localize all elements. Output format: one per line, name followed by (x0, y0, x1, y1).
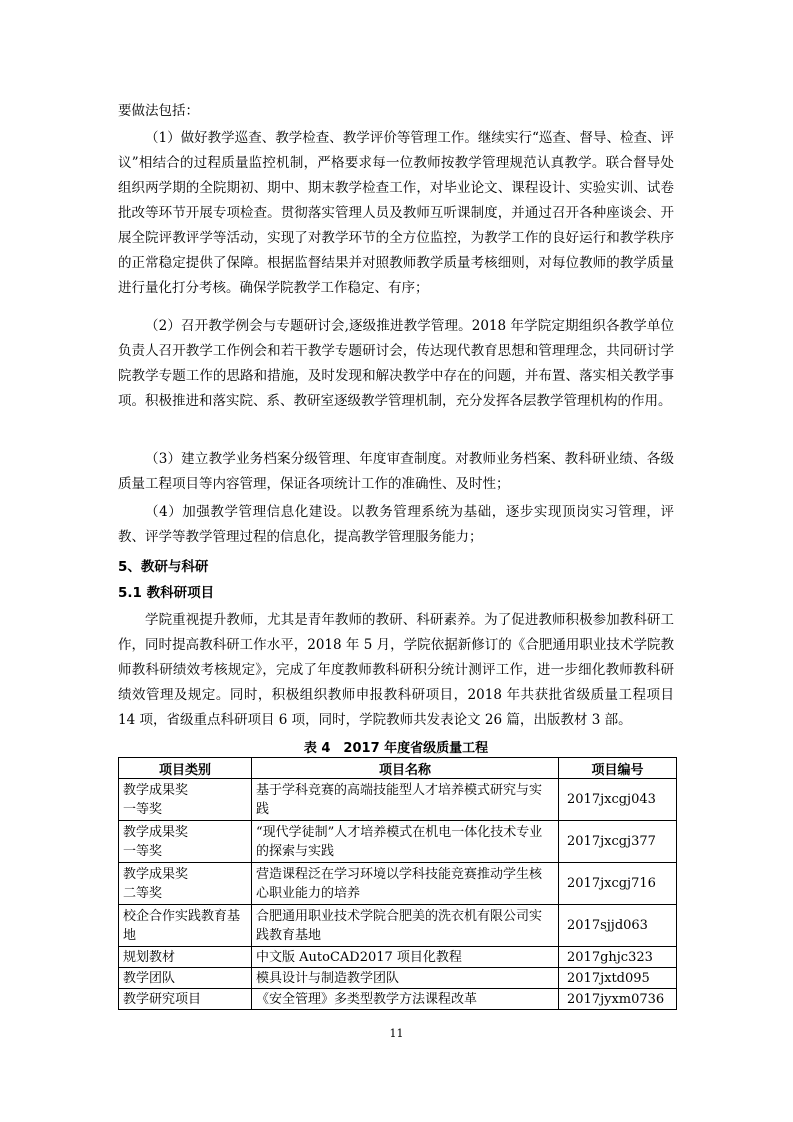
cell-text: 教学成果奖 二等奖 (123, 866, 189, 901)
cell-name: 合肥通用职业技术学院合肥美的洗衣机有限公司实践教育基地 (252, 905, 559, 947)
table-row (119, 905, 677, 947)
paragraph-1: （1）做好教学巡查、教学检查、教学评价等管理工作。继续实行“巡查、督导、检查、评议”相结合的过程质量监控机制，严格要求每一位教师按教学管理规范认真教学。联合督导处组织两学期的全院期初、期中、期末教学检查工作，对毕业论文、课程设计、实验实训、试卷批改等环节开展专项检查。贯彻落实管理人员及教师互听课制度，并通过召开各种座谈会、开展全院评教评学等活动，实现了对教学环节的全方位监控，为教学工作的良好运行和教学秩序的正常稳定提供了保障。根据监督结果并对照教师教学质量考核细则，对每位教师的教学质量进行量化打分考核。确保学院教学工作稳定、有序； (118, 130, 674, 296)
cell-code: 2017sjjd063 (559, 905, 677, 947)
subsection-heading: 5.1 教科研项目 (118, 585, 215, 601)
cell-code: 2017jyxm0736 (559, 989, 677, 1010)
table-row (119, 968, 677, 989)
cell-category: 校企合作实践教育基地 (119, 905, 252, 947)
header-project-code: 项目编号 (559, 758, 677, 779)
cell-code: 2017jxtd095 (559, 968, 677, 989)
cell-code: 2017ghjc323 (559, 947, 677, 968)
table-header-row (119, 758, 677, 779)
header-category: 项目类别 (119, 758, 252, 779)
cell-code: 2017jxcgj716 (559, 863, 677, 905)
table-row (119, 779, 677, 821)
cell-code: 2017jxcgj043 (559, 779, 677, 821)
paragraph-3: （3）建立教学业务档案分级管理、年度审查制度。对教师业务档案、教科研业绩、各级质量工程项目等内容管理，保证各项统计工作的准确性、及时性； (118, 451, 674, 492)
table-row (119, 947, 677, 968)
table-row (119, 821, 677, 863)
cell-category (119, 863, 252, 905)
cell-name: “现代学徒制”人才培养模式在机电一体化技术专业的探索与实践 (252, 821, 559, 863)
cell-name: 营造课程泛在学习环境以学科技能竞赛推动学生核心职业能力的培养 (252, 863, 559, 905)
table-caption: 表 4 2017 年度省级质量工程 (303, 741, 489, 756)
cell-category (119, 779, 252, 821)
paragraph-4: （4）加强教学管理信息化建设。以教务管理系统为基础，逐步实现顶岗实习管理，评教、评学等教学管理过程的信息化，提高教学管理服务能力； (118, 504, 674, 545)
cell-name: 《安全管理》多类型教学方法课程改革 (252, 989, 559, 1010)
cell-category (119, 821, 252, 863)
cell-category: 规划教材 (119, 947, 252, 968)
quality-project-table (118, 757, 677, 1010)
cell-code: 2017jxcgj377 (559, 821, 677, 863)
table-row (119, 989, 677, 1010)
cell-name: 基于学科竞赛的高端技能型人才培养模式研究与实践 (252, 779, 559, 821)
cell-category: 教学团队 (119, 968, 252, 989)
table-row (119, 863, 677, 905)
page-number: 11 (389, 1027, 404, 1040)
paragraph-2: （2）召开教学例会与专题研讨会,逐级推进教学管理。2018 年学院定期组织各教学单位负责人召开教学工作例会和若干教学专题研讨会，传达现代教育思想和管理理念，共同研讨学院教学专题工作的思路和措施，及时发现和解决教学中存在的问题，并布置、落实相关教学事项。积极推进和落实院、系、教研室逐级教学管理机制，充分发挥各层教学管理机构的作用。 (118, 318, 674, 409)
cell-name: 模具设计与制造教学团队 (252, 968, 559, 989)
cell-name: 中文版 AutoCAD2017 项目化教程 (252, 947, 559, 968)
cell-text: 教学成果奖 一等奖 (123, 824, 189, 859)
header-project-name: 项目名称 (252, 758, 559, 779)
cell-category: 教学研究项目 (119, 989, 252, 1010)
cell-text: 教学成果奖 一等奖 (123, 782, 189, 817)
section-heading: 5、教研与科研 (118, 559, 209, 575)
intro-text: 要做法包括： (118, 103, 199, 119)
paragraph-5: 学院重视提升教师，尤其是青年教师的教研、科研素养。为了促进教师积极参加教科研工作，同时提高教科研工作水平，2018 年 5 月，学院依据新修订的《合肥通用职业技术学院教师教科研绩效考核规定》，完成了年度教师教科研积分统计测评工作，进一步细化教师教科研绩效管理及规定。同时，积极组织教师申报教科研项目，2018 年共获批省级质量工程项目 14 项，省级重点科研项目 6 项，同时，学院教师共发表论文 26 篇，出版教材 3 部。 (118, 612, 674, 728)
